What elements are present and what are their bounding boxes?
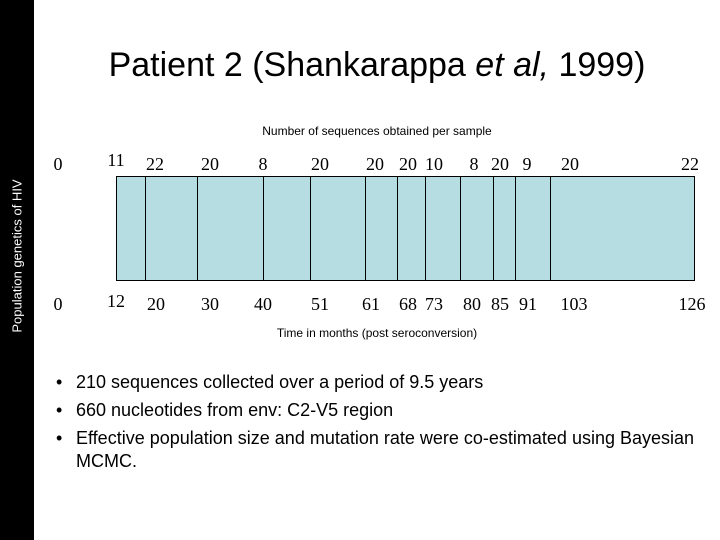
sample-month-label: 0 <box>53 294 63 314</box>
sampling-band <box>116 176 695 281</box>
sample-divider <box>145 176 146 281</box>
x-axis-label: Time in months (post seroconversion) <box>276 326 478 340</box>
sample-divider <box>460 176 461 281</box>
sample-count-label: 20 <box>561 154 579 174</box>
sample-count-label: 11 <box>107 150 125 170</box>
sample-divider <box>397 176 398 281</box>
sample-count-label: 9 <box>522 154 532 174</box>
sample-count-label: 22 <box>146 154 164 174</box>
sample-count-label: 8 <box>469 154 479 174</box>
bullet-dot: • <box>56 372 63 392</box>
sample-month-label: 126 <box>678 294 706 314</box>
sample-count-label: 20 <box>366 154 384 174</box>
sample-count-label: 22 <box>681 154 699 174</box>
sample-month-label: 68 <box>399 294 417 314</box>
title-italic: et al, <box>475 46 549 84</box>
sample-month-label: 30 <box>201 294 219 314</box>
sample-month-label: 20 <box>147 294 165 314</box>
sample-month-label: 61 <box>362 294 380 314</box>
sample-month-label: 40 <box>254 294 272 314</box>
bullet-text: 210 sequences collected over a period of 9.5 years <box>76 372 484 392</box>
bullet-text: 660 nucleotides from env: C2-V5 region <box>76 400 394 420</box>
sample-count-label: 20 <box>399 154 417 174</box>
sample-divider <box>550 176 551 281</box>
sample-divider <box>365 176 366 281</box>
sample-divider <box>197 176 198 281</box>
sample-month-label: 91 <box>519 294 537 314</box>
sample-month-label: 85 <box>491 294 509 314</box>
sample-count-label: 8 <box>258 154 268 174</box>
side-label: Population genetics of HIV <box>9 179 25 333</box>
bullet-item <box>56 427 696 473</box>
sample-month-label: 103 <box>560 294 588 314</box>
counts-caption: Number of sequences obtained per sample <box>262 124 492 138</box>
title-prefix: Patient 2 (Shankarappa <box>108 46 476 84</box>
sample-divider <box>515 176 516 281</box>
bullet-item <box>56 399 696 422</box>
side-bar <box>0 0 34 540</box>
sample-month-label: 51 <box>311 294 329 314</box>
slide-title <box>34 46 720 85</box>
sample-divider <box>310 176 311 281</box>
sample-month-label: 73 <box>425 294 443 314</box>
bullet-text: Effective population size and mutation rate were co-estimated using Bayesian MCMC. <box>76 428 695 471</box>
bullet-dot: • <box>56 400 63 420</box>
bullet-list <box>56 371 696 478</box>
sample-divider <box>263 176 264 281</box>
sample-count-label: 20 <box>311 154 329 174</box>
sample-divider <box>493 176 494 281</box>
title-suffix: 1999) <box>549 46 646 84</box>
sample-count-label: 10 <box>425 154 443 174</box>
sample-month-label: 12 <box>107 291 125 311</box>
sample-divider <box>116 176 117 281</box>
sample-month-label: 80 <box>463 294 481 314</box>
sample-count-label: 20 <box>491 154 509 174</box>
sample-count-label: 0 <box>53 154 63 174</box>
sample-divider <box>425 176 426 281</box>
sample-count-label: 20 <box>201 154 219 174</box>
bullet-dot: • <box>56 428 63 448</box>
bullet-item <box>56 371 696 394</box>
